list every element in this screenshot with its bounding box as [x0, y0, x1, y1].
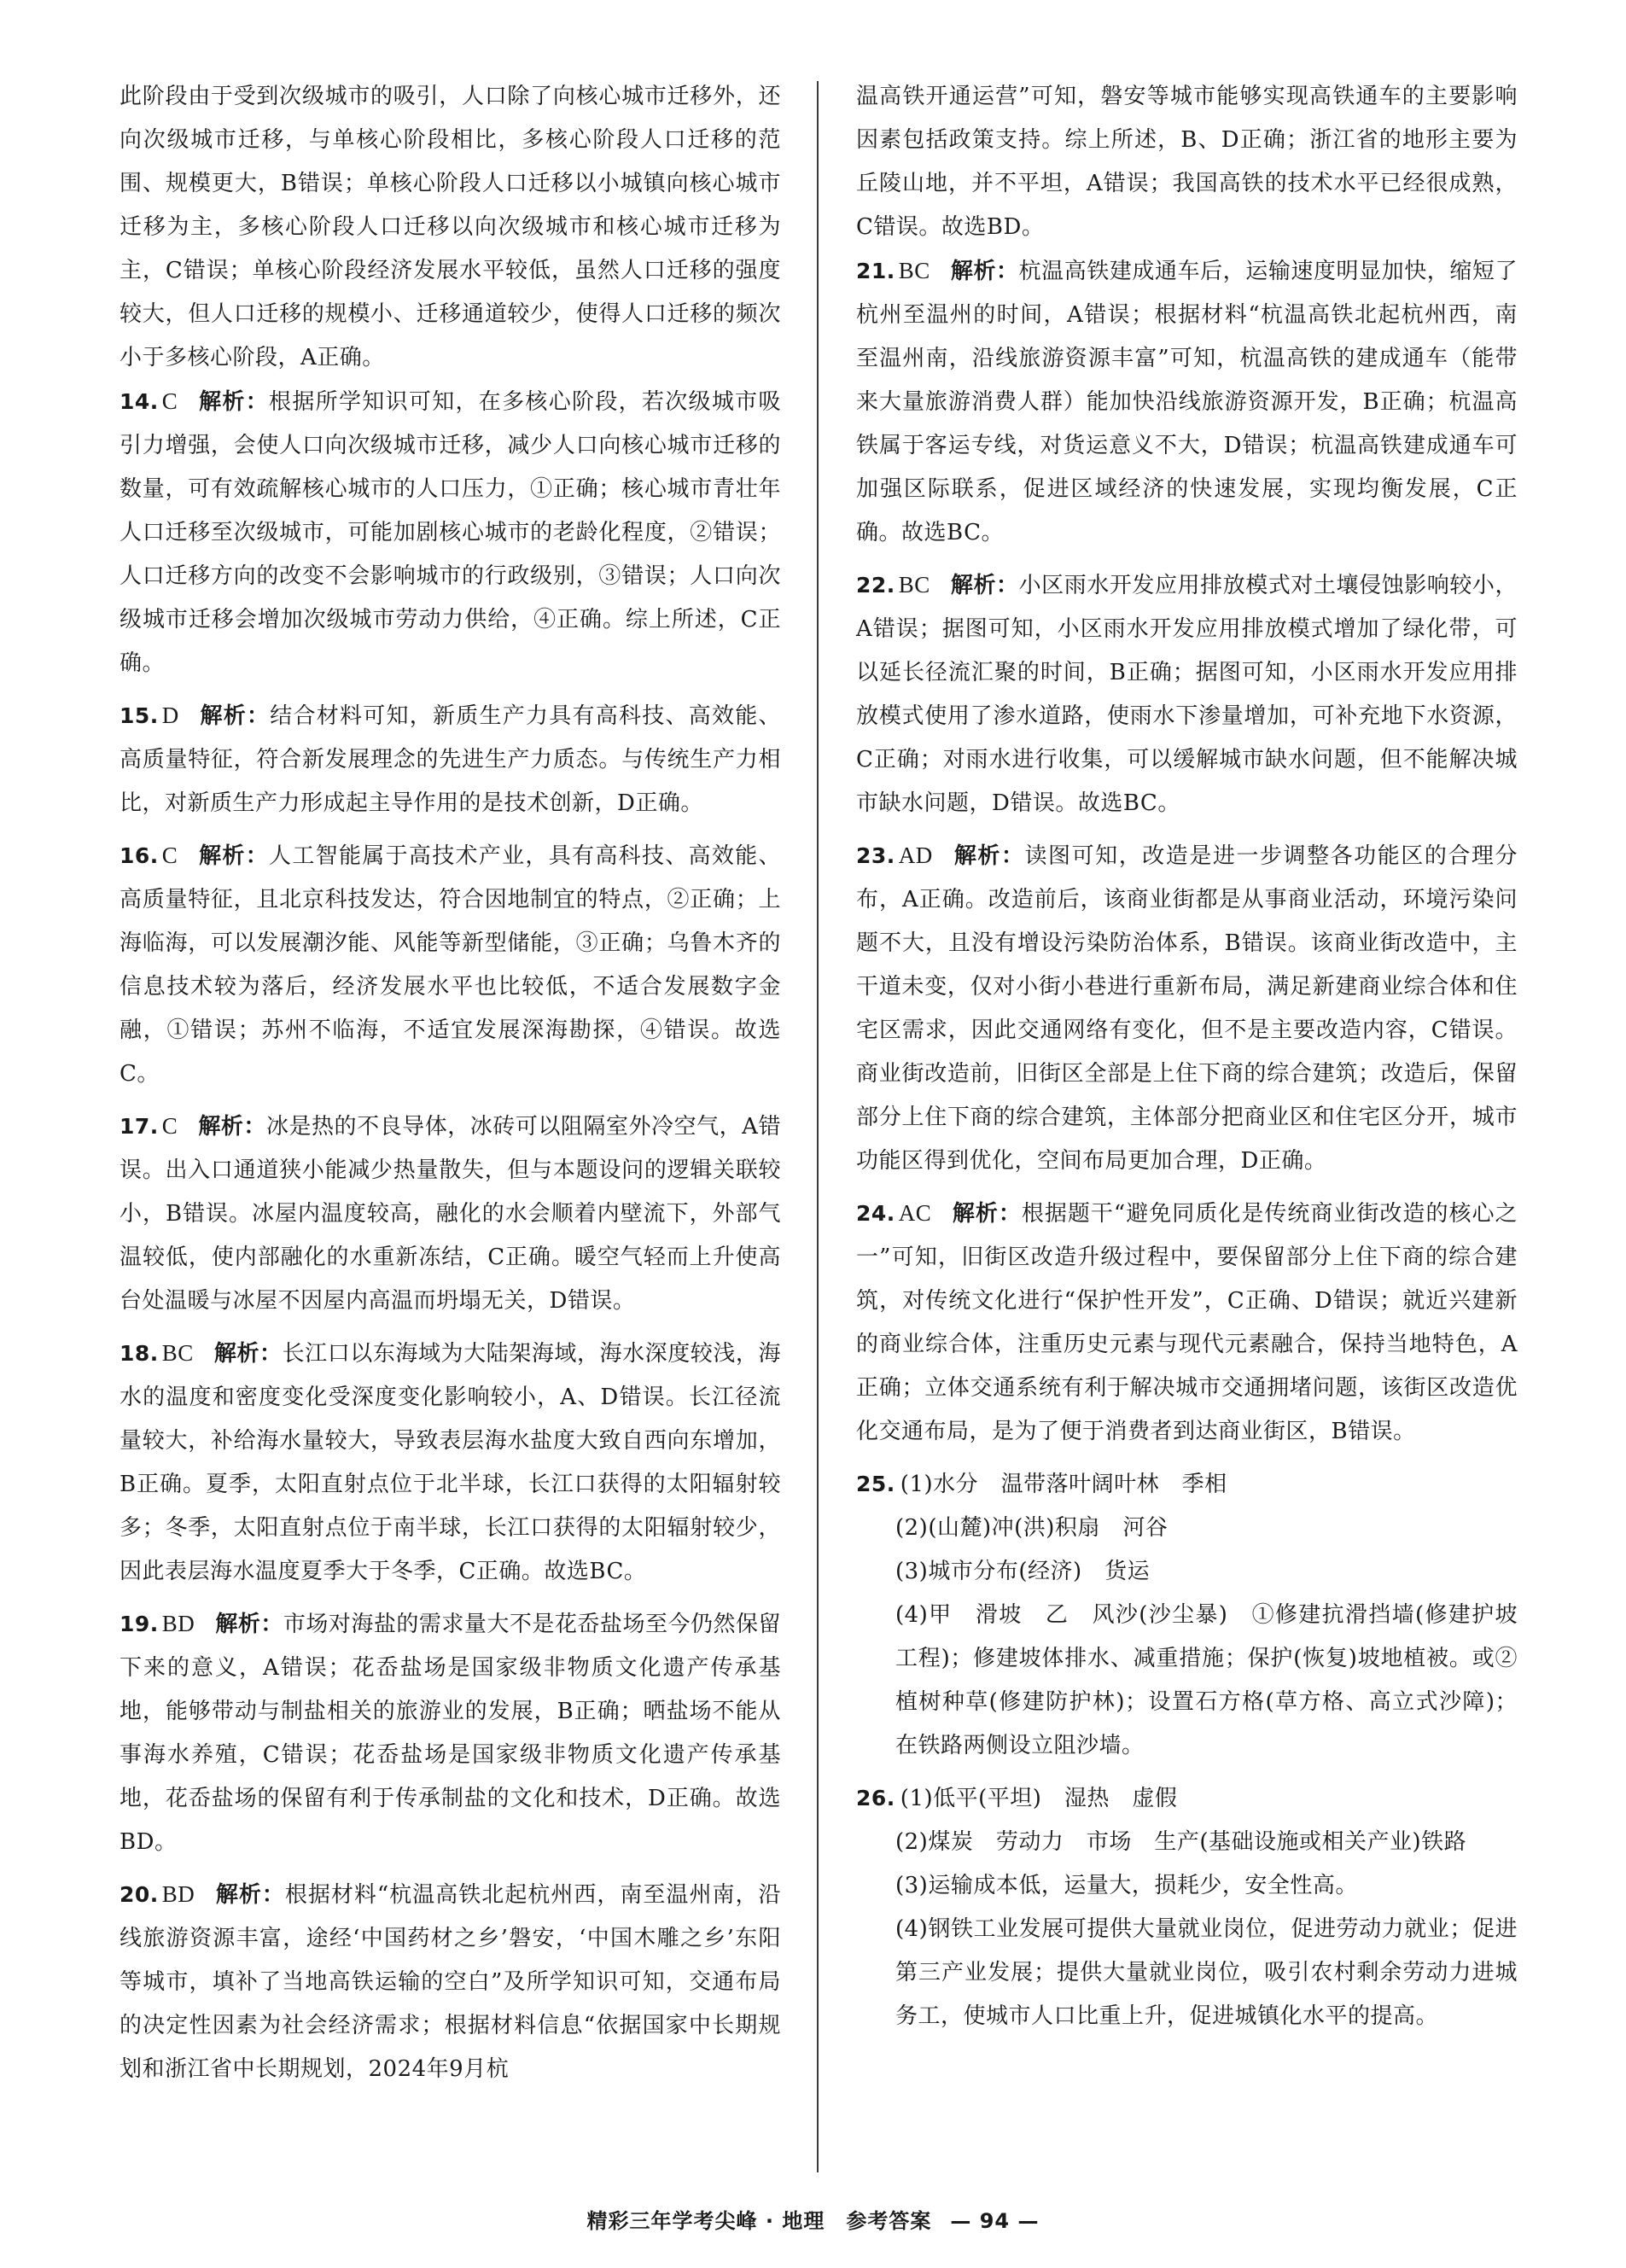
answer-item-15: [119, 694, 781, 825]
answer-item-16: [119, 834, 781, 1096]
sub-answer-1: (1)水分 温带落叶阔叶林 季相: [900, 1472, 1227, 1497]
question-number: 22.: [856, 573, 895, 598]
answer-choice: BD: [161, 1611, 195, 1636]
analysis-label: 解析：: [952, 1201, 1022, 1227]
answer-item-20: [119, 1873, 781, 2091]
analysis-text: 根据题干“避免同质化是传统商业街改造的核心之一”可知，旧街区改造升级过程中，要保留部分上住下商的综合建筑，对传统文化进行“保护性开发”，C正确、D错误；就近兴建新的商业综合体，注重历史元素与现代元素融合，保持当地特色，A正确；立体交通系统有利于解决城市交通拥堵问题，该街区改造优化交通布局，是为了便于消费者到达商业街区，B错误。: [856, 1201, 1518, 1444]
left-column: [119, 75, 781, 2100]
analysis-label: 解析：: [215, 1612, 283, 1637]
analysis-text: 市场对海盐的需求量大不是花岙盐场至今仍然保留下来的意义，A错误；花岙盐场是国家级非物质文化遗产传承基地，能够带动与制盐相关的旅游业的发展，B正确；晒盐场不能从事海水养殖，C错误；花岙盐场是国家级非物质文化遗产传承基地，花岙盐场的保留有利于传承制盐的文化和技术，D正确。故选BD。: [119, 1612, 781, 1855]
analysis-label: 解析：: [198, 843, 270, 869]
answer-item-18: [119, 1332, 781, 1594]
sub-answer-4: (4)钢铁工业发展可提供大量就业岗位，促进劳动力就业；促进第三产业发展；提供大量就业岗位，吸引农村剩余劳动力进城务工，使城市人口比重上升，促进城镇化水平的提高。: [895, 1916, 1518, 2029]
sub-answer-2: (2)(山麓)冲(洪)积扇 河谷: [895, 1515, 1169, 1541]
analysis-text: 人工智能属于高技术产业，具有高科技、高效能、高质量特征，且北京科技发达，符合因地制宜的特点，②正确；上海临海，可以发展潮汐能、风能等新型储能，③正确；乌鲁木齐的信息技术较为落后，经济发展水平也比较低，不适合发展数字金融，①错误；苏州不临海，不适宜发展深海勘探，④错误。故选C。: [119, 843, 781, 1087]
answer-choice: C: [161, 1113, 178, 1139]
question-number: 23.: [856, 843, 895, 868]
answer-choice: D: [161, 703, 179, 728]
answer-choice: BD: [161, 1881, 195, 1907]
question-number: 18.: [119, 1341, 159, 1366]
answer-choice: C: [161, 388, 178, 414]
left-intro-paragraph: 此阶段由于受到次级城市的吸引，人口除了向核心城市迁移外，还向次级城市迁移，与单核心阶段相比，多核心阶段人口迁移的范围、规模更大，B错误；单核心阶段人口迁移以小城镇向核心城市迁移为主，多核心阶段人口迁移以向次级城市和核心城市迁移为主，C错误；单核心阶段经济发展水平较低，虽然人口迁移的强度较大，但人口迁移的规模小、迁移通道较少，使得人口迁移的频次小于多核心阶段，A正确。: [119, 84, 781, 370]
analysis-label: 解析：: [950, 573, 1019, 598]
question-number: 26.: [856, 1786, 895, 1810]
page-number: — 94 —: [950, 2209, 1040, 2233]
analysis-text: 结合材料可知，新质生产力具有高科技、高效能、高质量特征，符合新发展理念的先进生产力质态。与传统生产力相比，对新质生产力形成起主导作用的是技术创新，D正确。: [119, 703, 781, 816]
answer-choice: BC: [898, 258, 930, 283]
analysis-text: 根据材料“杭温高铁北起杭州西，南至温州南，沿线旅游资源丰富，途经‘中国药材之乡’磐安，‘中国木雕之乡’东阳等城市，填补了当地高铁运输的空白”及所学知识可知，交通布局的决定性因素为社会经济需求；根据材料信息“依据国家中长期规划和浙江省中长期规划，2024年9月杭: [119, 1882, 781, 2082]
column-divider: [817, 81, 819, 2172]
answer-choice: C: [161, 842, 178, 868]
answer-item-23: [856, 834, 1518, 1183]
analysis-label: 解析：: [950, 259, 1019, 284]
answer-item-24: [856, 1192, 1518, 1454]
analysis-label: 解析：: [953, 843, 1025, 869]
question-number: 25.: [856, 1472, 895, 1496]
answer-item-22: [856, 563, 1518, 825]
page-footer: [0, 2204, 1626, 2234]
answer-item-19: [119, 1602, 781, 1864]
analysis-text: 根据所学知识可知，在多核心阶段，若次级城市吸引力增强，会使人口向次级城市迁移，减少人口向核心城市迁移的数量，可有效疏解核心城市的人口压力，①正确；核心城市青壮年人口迁移至次级城市，可能加剧核心城市的老龄化程度，②错误；人口迁移方向的改变不会影响城市的行政级别，③错误；人口向次级城市迁移会增加次级城市劳动力供给，④正确。综上所述，C正确。: [119, 389, 781, 676]
analysis-label: 解析：: [198, 1114, 266, 1140]
question-number: 21.: [856, 259, 895, 283]
question-number: 14.: [119, 389, 159, 414]
sub-answer-1: (1)低平(平坦) 湿热 虚假: [900, 1786, 1178, 1811]
analysis-text: 小区雨水开发应用排放模式对土壤侵蚀影响较小，A错误；据图可知，小区雨水开发应用排放模式增加了绿化带，可以延长径流汇聚的时间，B正确；据图可知，小区雨水开发应用排放模式使用了渗水道路，使雨水下渗量增加，可补充地下水资源，C正确；对雨水进行收集，可以缓解城市缺水问题，但不能解决城市缺水问题，D错误。故选BC。: [856, 573, 1518, 816]
question-number: 15.: [119, 703, 159, 728]
footer-title: 精彩三年学考尖峰 · 地理 参考答案: [586, 2209, 932, 2233]
right-intro-paragraph: 温高铁开通运营”可知，磐安等城市能够实现高铁通车的主要影响因素包括政策支持。综上所述，B、D正确；浙江省的地形主要为丘陵山地，并不平坦，A错误；我国高铁的技术水平已经很成熟，C错误。故选BD。: [856, 84, 1518, 240]
answer-choice: AD: [898, 842, 933, 868]
sub-answer-2: (2)煤炭 劳动力 市场 生产(基础设施或相关产业)铁路: [895, 1829, 1467, 1855]
right-column: [856, 75, 1518, 2047]
question-number: 19.: [119, 1612, 159, 1636]
answer-item-26: [856, 1776, 1518, 2038]
analysis-label: 解析：: [213, 1341, 283, 1367]
answer-item-21: [856, 249, 1518, 555]
answer-choice: BC: [898, 572, 930, 598]
sub-answer-3: (3)城市分布(经济) 货运: [895, 1559, 1151, 1584]
analysis-text: 杭温高铁建成通车后，运输速度明显加快，缩短了杭州至温州的时间，A错误；根据材料“杭温高铁北起杭州西，南至温州南，沿线旅游资源丰富”可知，杭温高铁的建成通车（能带来大量旅游消费人群）能加快沿线旅游资源开发，B正确；杭温高铁属于客运专线，对货运意义不大，D错误；杭温高铁建成通车可加强区际联系，促进区域经济的快速发展，实现均衡发展，C正确。故选BC。: [856, 259, 1518, 545]
answer-choice: AC: [898, 1200, 932, 1226]
analysis-text: 长江口以东海域为大陆架海域，海水深度较浅，海水的温度和密度变化受深度变化影响较小，A、D错误。长江径流量较大，补给海水量较大，导致表层海水盐度大致自西向东增加，B正确。夏季，太阳直射点位于北半球，长江口获得的太阳辐射较多；冬季，太阳直射点位于南半球，长江口获得的太阳辐射较少，因此表层海水温度夏季大于冬季，C正确。故选BC。: [119, 1341, 781, 1584]
answer-item-25: [856, 1462, 1518, 1768]
answer-item-17: [119, 1105, 781, 1323]
question-number: 17.: [119, 1114, 159, 1139]
question-number: 24.: [856, 1201, 895, 1226]
answer-choice: BC: [161, 1340, 194, 1366]
sub-answer-4: (4)甲 滑坡 乙 风沙(沙尘暴) ①修建抗滑挡墙(修建护坡工程)；修建坡体排水、减重措施；保护(恢复)坡地植被。或②植树种草(修建防护林)；设置石方格(草方格、高立式沙障)；在铁路两侧设立阻沙墙。: [895, 1602, 1518, 1758]
analysis-text: 读图可知，改造是进一步调整各功能区的合理分布，A正确。改造前后，该商业街都是从事商业活动，环境污染问题不大，且没有增设污染防治体系，B错误。该商业街改造中，主干道未变，仅对小街小巷进行重新布局，满足新建商业综合体和住宅区需求，因此交通网络有变化，但不是主要改造内容，C错误。商业街改造前，旧街区全部是上住下商的综合建筑；改造后，保留部分上住下商的综合建筑，主体部分把商业区和住宅区分开，城市功能区得到优化，空间布局更加合理，D正确。: [856, 843, 1518, 1174]
analysis-label: 解析：: [198, 389, 270, 415]
question-number: 20.: [119, 1882, 159, 1907]
analysis-label: 解析：: [215, 1882, 285, 1908]
analysis-label: 解析：: [199, 703, 271, 729]
question-number: 16.: [119, 843, 159, 868]
answer-item-14: [119, 380, 781, 685]
analysis-text: 冰是热的不良导体，冰砖可以阻隔室外冷空气，A错误。出入口通道狭小能减少热量散失，但与本题设问的逻辑关联较小，B错误。冰屋内温度较高，融化的水会顺着内壁流下，外部气温较低，使内部融化的水重新冻结，C正确。暖空气轻而上升使高台处温暖与冰屋不因屋内高温而坍塌无关，D错误。: [119, 1114, 781, 1314]
sub-answer-3: (3)运输成本低，运量大，损耗少，安全性高。: [895, 1873, 1358, 1898]
